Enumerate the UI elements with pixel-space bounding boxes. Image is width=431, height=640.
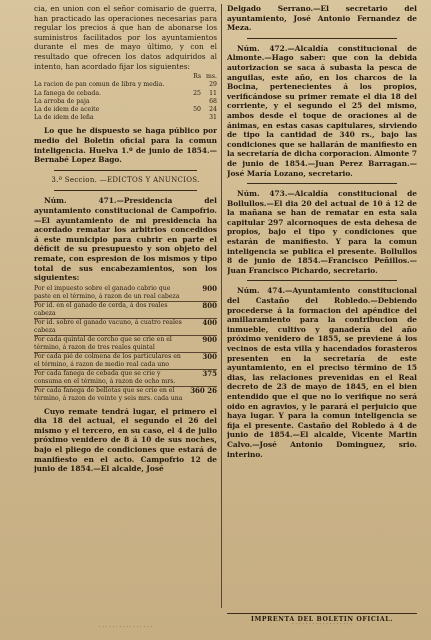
table-row: Por id. sobre el ganado vacuno, á cuatro reales cabeza 400 xyxy=(34,317,217,334)
printer-footer: IMPRENTA DEL BOLETIN OFICIAL. xyxy=(227,613,417,623)
table-row: La racion de pan comun de libra y media. 29 xyxy=(34,81,217,89)
table-row: La fanega de cebada. 25 11 xyxy=(34,89,217,97)
divider xyxy=(54,190,197,191)
right-column xyxy=(227,4,417,461)
table-row: La de idem de aceite 50 24 xyxy=(34,105,217,113)
header-ms: ms. xyxy=(205,73,217,81)
table-row: Por id. en el ganado de cerda, á dos reales cabeza 800 xyxy=(34,300,217,317)
divider xyxy=(247,280,397,281)
table-row: Por el impuesto sobre el ganado cabrio que paste en el término, á razon de un real cabeza 900 xyxy=(34,283,217,300)
paragraph-intro: cia, en union con el señor comisario de guerra, han practicado las operaciones necesarias para regular los precios á que han de abonarse los suministros facilitados por los ayuntamientos durante el mes de mayo último, y con el resultado que ofrecen los datos adquiridos al intento, han acordado fijar los siguientes: xyxy=(34,4,217,71)
faded-line: · · · · · · · · · · · · · · · · xyxy=(98,625,153,631)
paragraph-remate: Cuyo remate tendrá lugar, el primero el dia 18 del actual, el segundo el 26 del mismo y el tercero, en su caso, el 4 de julio próximo venidero de 8 á 10 de sus noches, bajo el pliego de condiciones que estará de manifiesto en el acto. Campofrio 12 de junio de 1854.—El alcalde, José xyxy=(34,406,217,474)
section-heading: 3.ª Seccion. —EDICTOS Y ANUNCIOS. xyxy=(51,175,200,184)
column-rule xyxy=(221,4,222,608)
header-rs: Rs xyxy=(193,73,201,81)
table-row: La de idem de leña 31 xyxy=(34,114,217,122)
faded-footer-line: · · · · · · · · · · · · · · · · · · xyxy=(292,622,352,628)
table-row: Por cada fanega de cebada que se crie y consuma en el término, á razon de ocho mrs. 375 xyxy=(34,368,217,385)
divider xyxy=(54,170,197,171)
tax-table xyxy=(34,285,217,403)
table-row: Por cada quintal de corcho que se crie en el término, á razon de tres reales quintal 900 xyxy=(34,334,217,351)
notice-471: Núm. 471.—Presidencia del ayuntamiento constitucional de Campofrio.—El ayuntamiento de mi presidencia ha acordado rematar los arbitrios concedidos á este municipio para cubrir en parte el déficit de su presupuesto y son objeto del remate, con espresion de los mismos y tipo total de sus encabezamientos, son los siguientes: xyxy=(34,196,217,283)
table-row: Por cada fanega de bellotas que se crie en el término, á razon de veinte y seis mrs. cada una 360 26 xyxy=(34,385,217,402)
paragraph-publication: Lo que he dispuesto se haga público por medio del Boletin oficial para la comun inteligencia. Huelva 1.º de junio de 1854.—Bernabé Lopez Bago. xyxy=(34,126,217,165)
price-table-header xyxy=(34,73,217,81)
divider xyxy=(247,38,397,39)
paragraph-signature: Delgado Serrano.—El secretario del ayuntamiento, José Antonio Fernandez de Meza. xyxy=(227,4,417,33)
notice-474: Núm. 474.—Ayuntamiento constitucional del Castaño del Robledo.—Debiendo procederse á la formacion del apéndice del amillaramiento para la contribucion de inmueble, cultivo y ganadería del año próximo venidero de 1855, se previene á los vecinos de esta villa y hacendados forasteros presenten en la secretaría de este ayuntamiento, en el preciso término de 15 dias, las relaciones prevenidas en el Real decreto de 23 de mayo de 1845, en el bien entendido que el que no lo verifique no será oido en agravios, y le parará el perjuicio que haya lugar. Y para la comun inteligencia se fija el presente. Castaño del Robledo á 4 de junio de 1854.—El alcalde, Vicente Martin Calvo.—José Antonio Dominguez, srio. interino. xyxy=(227,286,417,459)
left-column xyxy=(34,4,217,476)
table-row: Por cada pié de colmena de los particulares en el término, á razon de medio real cada uno 300 xyxy=(34,351,217,368)
notice-472: Núm. 472.—Alcaldía constitucional de Almonte.—Hago saber: que con la debida autorizacion se saca á subasta la pesca de anguilas, este año, en los charcos de la Bocina, pertenecientes á los propios, verificándose su primer remate el dia 18 del corriente, y el segundo el 25 del mismo, ambos desde el toque de oraciones al de ánimas, en estas casas capitulares, sirviendo de tipo la cantidad de 340 rs., bajo las condiciones que se hallarán de manifiesto en la secretaría de dicha corporacion. Almonte 7 de junio de 1854.—Juan Perez Barragan.—José María Lozano, secretario. xyxy=(227,43,417,178)
price-table xyxy=(34,81,217,122)
table-row: La arroba de paja 68 xyxy=(34,97,217,105)
divider xyxy=(247,183,397,184)
notice-473: Núm. 473.—Alcaldía constitucional de Bollullos.—El dia 20 del actual de 10 á 12 de la mañana se han de rematar en esta sala capitular 297 alcornoques de esta dehesa de propios, bajo el tipo y condiciones que estarán de manifiesto. Y para la comun inteligencia se publica el presente. Bollullos 8 de junio de 1854.—Francisco Peñillos.—Juan Francisco Pichardo, secretario. xyxy=(227,189,417,275)
